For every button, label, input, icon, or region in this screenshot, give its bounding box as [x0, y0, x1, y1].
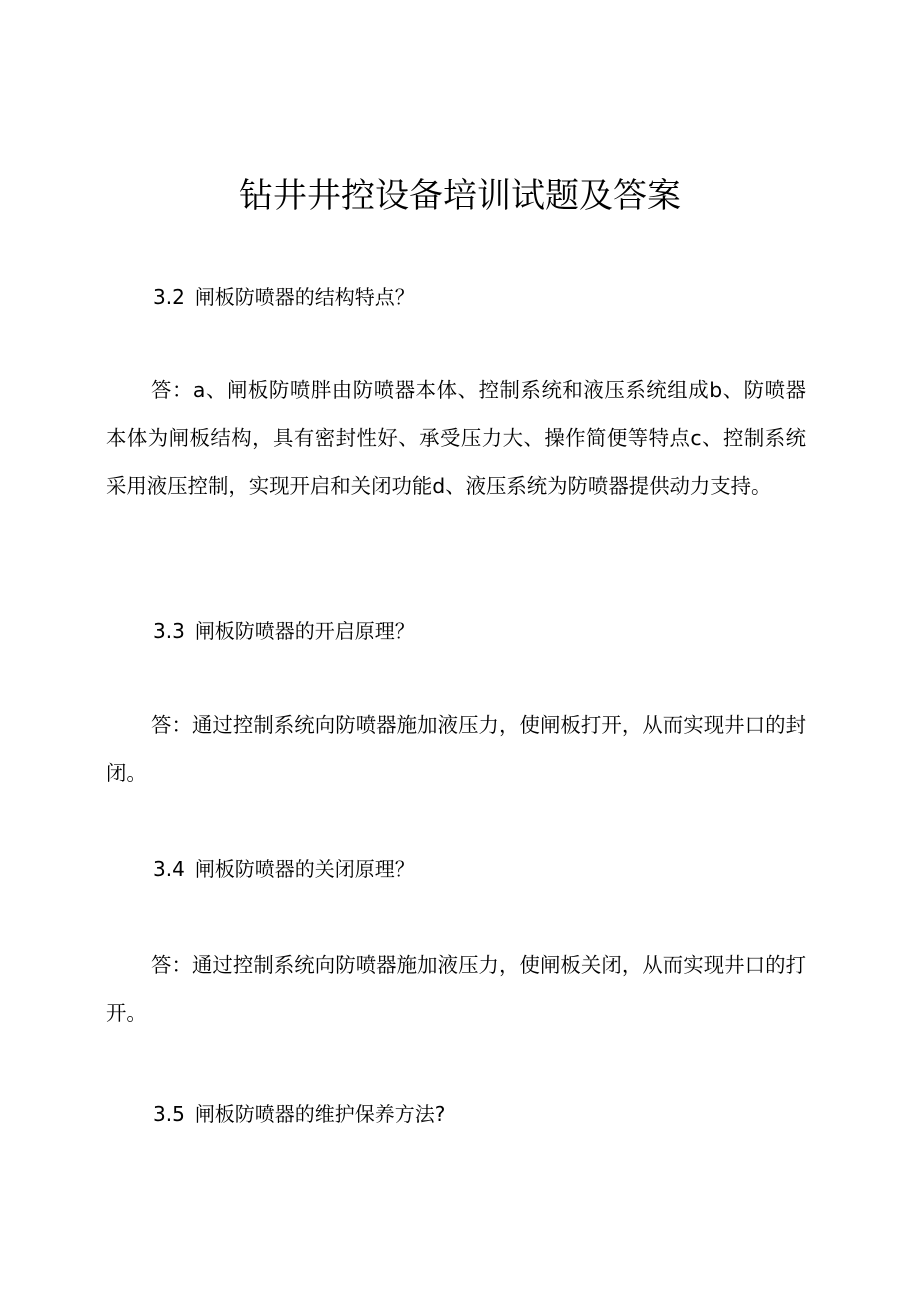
question-number: 3.2 — [153, 285, 185, 309]
question-number: 3.3 — [153, 619, 185, 643]
question-text: 闸板防喷器的开启原理？ — [194, 619, 415, 643]
question-3-3 — [153, 617, 415, 645]
question-number: 3.4 — [153, 857, 185, 881]
answer-3-4: 答：通过控制系统向防喷器施加液压力，使闸板关闭，从而实现井口的打开。 — [106, 953, 806, 1025]
answer-3-2: 答：a、闸板防喷胖由防喷器本体、控制系统和液压系统组成b、防喷器本体为闸板结构，具有密封性好、承受压力大、操作简便等特点c、控制系统采用液压控制，实现开启和关闭功能d、液压系统为防喷器提供动力支持。 — [106, 378, 806, 498]
question-text: 闸板防喷器的维护保养方法? — [194, 1102, 446, 1126]
question-text: 闸板防喷器的结构特点？ — [194, 285, 415, 309]
question-number: 3.5 — [153, 1102, 185, 1126]
answer-3-3: 答：通过控制系统向防喷器施加液压力，使闸板打开，从而实现井口的封闭。 — [106, 713, 806, 785]
question-3-2 — [153, 283, 415, 311]
question-3-4 — [153, 855, 415, 883]
question-text: 闸板防喷器的关闭原理？ — [194, 857, 415, 881]
question-3-5 — [153, 1100, 445, 1128]
document-title: 钻井井控设备培训试题及答案 — [239, 176, 681, 216]
